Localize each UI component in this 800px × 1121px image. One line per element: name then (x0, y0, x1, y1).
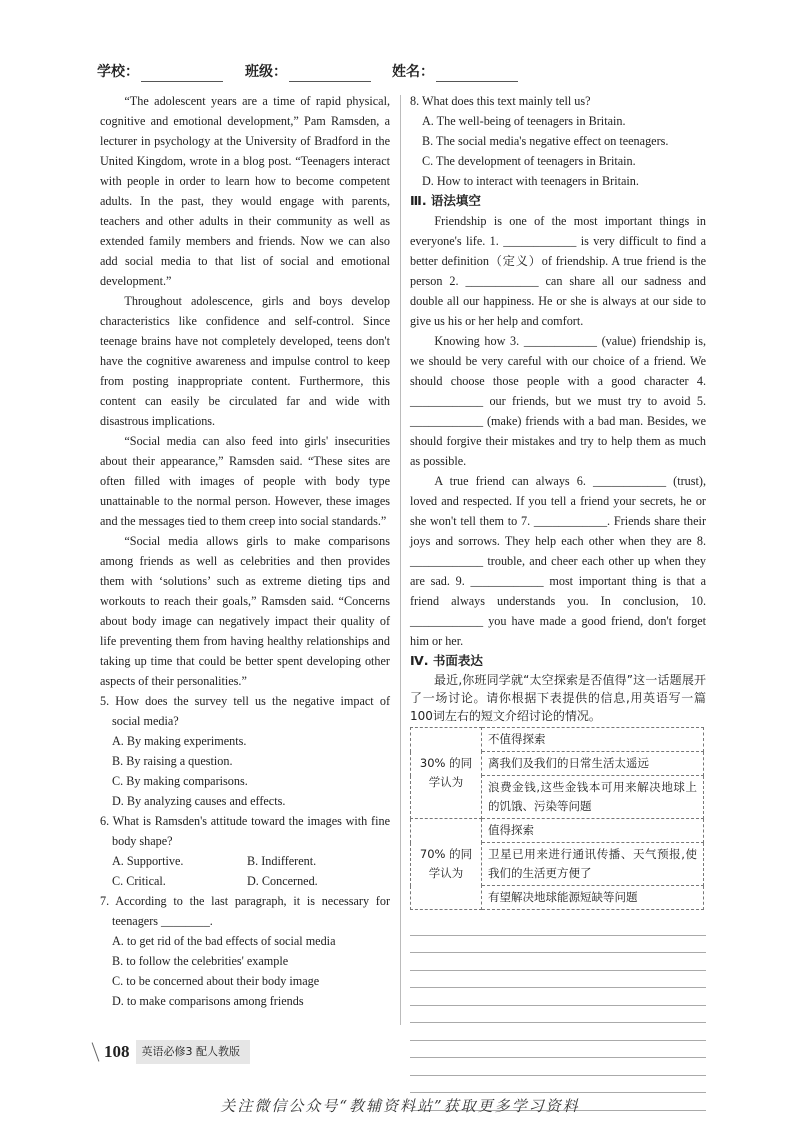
question-5: 5. How does the survey tell us the negative impact of social media? (100, 694, 390, 728)
question-8: 8. What does this text mainly tell us? (410, 94, 591, 108)
option[interactable]: C. The development of teenagers in Britain. (422, 154, 636, 168)
writing-prompt: 最近,你班同学就“太空探索是否值得”这一话题展开了一场讨论。请你根据下表提供的信息,用英语写一篇100词左右的短文介绍讨论的情况。 (410, 673, 706, 723)
column-divider (400, 95, 401, 1025)
options-row (100, 871, 390, 891)
question-6: 6. What is Ramsden's attitude toward the images with fine body shape? (100, 814, 390, 848)
grammar-paragraph: Friendship is one of the most important things in everyone's life. 1. ____________ is very difficult to find a better definition（定义）of friendship. A true friend is the person 2. ____________ can share all our sadness and double all our happiness. He or she is always at our side to give us his or her help and comfort. (410, 214, 706, 328)
option[interactable]: A. to get rid of the bad effects of social media (112, 934, 336, 948)
passage-paragraph: “Social media can also feed into girls' insecurities about their appearance,” Ramsden said. “These sites are often filled with images of people with body type unattainable to the normal person. However, these images and the messages tied to them creep into social standards.” (100, 434, 390, 528)
option[interactable]: D. Concerned. (247, 874, 318, 888)
name-field[interactable] (392, 62, 518, 82)
school-blank[interactable] (141, 67, 223, 82)
discussion-table (410, 727, 704, 910)
group-label: 30% 的同学认为 (411, 728, 482, 819)
school-field[interactable] (97, 62, 223, 82)
table-cell: 有望解决地球能源短缺等问题 (482, 886, 704, 910)
option[interactable]: C. By making comparisons. (112, 774, 248, 788)
section-heading-writing: Ⅳ. 书面表达 (410, 653, 483, 668)
school-label: 学校： (97, 64, 139, 80)
option[interactable]: B. to follow the celebrities' example (112, 954, 289, 968)
grammar-paragraph: A true friend can always 6. ____________ (trust), loved and respected. If you tell a friend your secrets, he or she won't tell them to 7. ____________. Friends share their joys and sorrows. They help each other when they are 8. ____________ trouble, and cheer each other up when they are sad. 9. ____________ most important thing is that a friend always understands you. In conclusion, 10. ____________ you have made a good friend, don't forget him or her. (410, 474, 706, 648)
writing-line[interactable] (410, 988, 706, 1006)
option[interactable]: A. The well-being of teenagers in Britain. (422, 114, 626, 128)
options-row (100, 851, 390, 871)
table-cell: 不值得探索 (482, 728, 704, 752)
class-label: 班级： (245, 64, 287, 80)
group-label: 70% 的同学认为 (411, 819, 482, 910)
grammar-paragraph: Knowing how 3. ____________ (value) friendship is, we should be very careful with our choice of a friend. We should choose those people with a good character 4. ____________ our friends, but we must try to avoid 5. ____________ (make) friends with a bad man. Besides, we should forgive their mistakes and try to help them as much as possible. (410, 334, 706, 468)
writing-line[interactable] (410, 1058, 706, 1076)
passage-paragraph: Throughout adolescence, girls and boys develop characteristics like confidence and self-control. Since teenage brains have not completely developed, teens don't have the cognitive awareness and impulse control to keep from posting inappropriate content. Furthermore, this content can easily be circulated far and wide with disastrous implications. (100, 294, 390, 428)
passage-paragraph: “The adolescent years are a time of rapid physical, cognitive and emotional development,” Pam Ramsden, a lecturer in psychology at the University of Bradford in the United Kingdom, wrote in a blog post. “Teenagers interact with people in order to learn how to become competent adults. In the past, they would engage with parents, teachers and other adults in their community as well as extended family members and friends. Now we can also add social media to that list of social and emotional development.” (100, 94, 390, 288)
option[interactable]: C. to be concerned about their body image (112, 974, 320, 988)
option[interactable]: B. By raising a question. (112, 754, 233, 768)
option[interactable]: B. Indifferent. (247, 854, 317, 868)
class-blank[interactable] (289, 67, 371, 82)
watermark: 关注微信公众号“教辅资料站”获取更多学习资料 (220, 1097, 580, 1115)
name-blank[interactable] (436, 67, 518, 82)
writing-line[interactable] (410, 1023, 706, 1041)
question-7: 7. According to the last paragraph, it is necessary for teenagers ________. (100, 894, 390, 928)
table-cell: 卫星已用来进行通讯传播、天气预报,使我们的生活更方便了 (482, 843, 704, 886)
writing-line[interactable] (410, 1006, 706, 1024)
table-cell: 浪费金钱,这些金钱本可用来解决地球上的饥饿、污染等问题 (482, 776, 704, 819)
option[interactable]: D. How to interact with teenagers in Britain. (422, 174, 639, 188)
option[interactable]: D. to make comparisons among friends (112, 994, 304, 1008)
page-footer (95, 1040, 250, 1064)
right-column (410, 91, 706, 1111)
footer-slash (92, 1042, 100, 1061)
page-number: 108 (104, 1042, 130, 1061)
writing-line[interactable] (410, 953, 706, 971)
option[interactable]: D. By analyzing causes and effects. (112, 794, 286, 808)
writing-line[interactable] (410, 971, 706, 989)
table-cell: 值得探索 (482, 819, 704, 843)
table-cell: 离我们及我们的日常生活太遥远 (482, 752, 704, 776)
option[interactable]: C. Critical. (112, 874, 166, 888)
class-field[interactable] (245, 62, 371, 82)
option[interactable]: A. Supportive. (112, 854, 184, 868)
left-column (100, 91, 390, 1011)
writing-line[interactable] (410, 1041, 706, 1059)
book-title: 英语必修3 配人教版 (136, 1040, 251, 1064)
writing-line[interactable] (410, 918, 706, 936)
section-heading-grammar: Ⅲ. 语法填空 (410, 193, 481, 208)
writing-area[interactable] (410, 918, 706, 1111)
writing-line[interactable] (410, 936, 706, 954)
writing-line[interactable] (410, 1076, 706, 1094)
name-label: 姓名： (392, 64, 434, 80)
passage-paragraph: “Social media allows girls to make comparisons among friends as well as celebrities and then provides them with ‘solutions’ such as extreme dieting tips and workouts to reach their goals,” Ramsden said. “Concerns about body image can negatively impact their quality of life preventing them from having healthy relationships and taking up time that could be better spent developing other aspects of their personalities.” (100, 534, 390, 688)
option[interactable]: A. By making experiments. (112, 734, 247, 748)
option[interactable]: B. The social media's negative effect on teenagers. (422, 134, 669, 148)
